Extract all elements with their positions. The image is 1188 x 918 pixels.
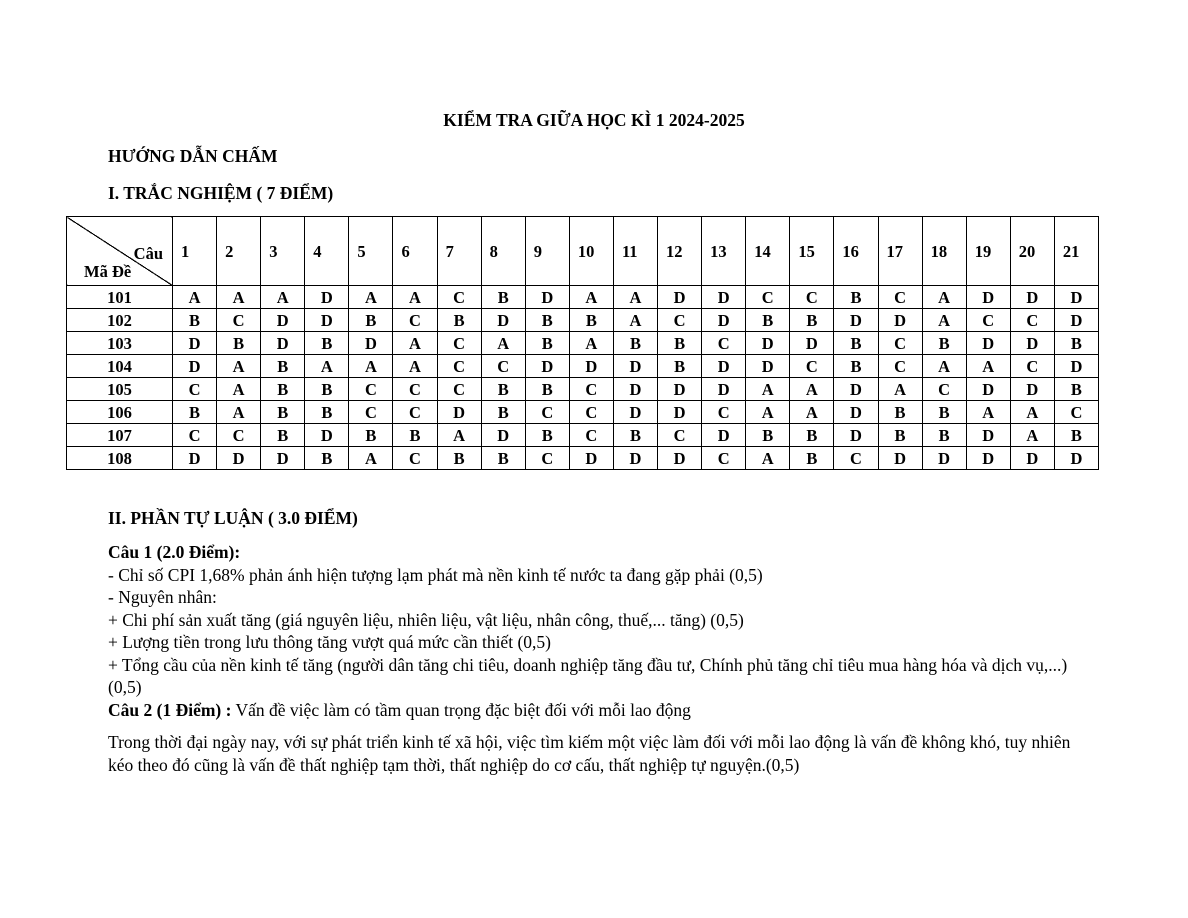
question-column-header: 12 — [658, 217, 702, 286]
table-row — [67, 355, 1099, 378]
answer-cell: A — [393, 286, 437, 309]
answer-cell: A — [569, 286, 613, 309]
question-2-heading: Câu 2 (1 Điểm) : — [108, 699, 232, 720]
answer-cell: C — [173, 378, 217, 401]
answer-cell: A — [746, 447, 790, 470]
answer-cell: C — [525, 447, 569, 470]
answer-cell: B — [525, 332, 569, 355]
answer-cell: A — [217, 378, 261, 401]
answer-cell: B — [790, 309, 834, 332]
answer-cell: B — [746, 309, 790, 332]
answer-cell: B — [922, 424, 966, 447]
answer-cell: C — [173, 424, 217, 447]
answer-cell: D — [878, 309, 922, 332]
grading-guide-heading: HƯỚNG DẪN CHẤM — [108, 146, 278, 166]
answer-cell: B — [305, 378, 349, 401]
answer-table-body — [67, 286, 1099, 470]
answer-cell: C — [702, 447, 746, 470]
corner-code-label: Mã Đề — [84, 262, 132, 281]
answer-cell: C — [790, 355, 834, 378]
answer-cell: D — [261, 309, 305, 332]
answer-cell: D — [1054, 355, 1098, 378]
question-column-header: 9 — [525, 217, 569, 286]
answer-cell: D — [305, 286, 349, 309]
question-column-header: 13 — [702, 217, 746, 286]
answer-cell: B — [1054, 378, 1098, 401]
section-1-heading: I. TRẮC NGHIỆM ( 7 ĐIỂM) — [108, 183, 334, 203]
answer-cell: D — [658, 447, 702, 470]
answer-cell: D — [702, 378, 746, 401]
answer-cell: C — [481, 355, 525, 378]
question-column-header: 3 — [261, 217, 305, 286]
answer-cell: C — [393, 309, 437, 332]
answer-cell: D — [966, 286, 1010, 309]
answer-cell: A — [569, 332, 613, 355]
table-row — [67, 286, 1099, 309]
answer-cell: C — [217, 424, 261, 447]
answer-cell: B — [1054, 332, 1098, 355]
answer-cell: B — [173, 309, 217, 332]
answer-cell: D — [613, 447, 657, 470]
answer-cell: D — [966, 378, 1010, 401]
exam-code-cell: 106 — [67, 401, 173, 424]
answer-cell: B — [569, 309, 613, 332]
answer-cell: D — [834, 424, 878, 447]
answer-cell: C — [702, 332, 746, 355]
answer-cell: B — [481, 447, 525, 470]
answer-cell: D — [613, 378, 657, 401]
answer-cell: B — [834, 286, 878, 309]
answer-cell: D — [1010, 447, 1054, 470]
answer-cell: D — [613, 355, 657, 378]
question-column-header: 5 — [349, 217, 393, 286]
answer-cell: C — [834, 447, 878, 470]
answer-cell: A — [217, 286, 261, 309]
question-2-answer: Trong thời đại ngày nay, với sự phát triển kinh tế xã hội, việc tìm kiếm một việc làm đối với mỗi lao động là vấn đề không khó, tuy nhiên kéo theo đó cũng là vấn đề thất nghiệp tạm thời, thất nghiệp do cơ cấu, thất nghiệp tự nguyện.(0,5) — [108, 732, 1071, 775]
answer-cell: A — [922, 355, 966, 378]
answer-cell: B — [305, 401, 349, 424]
question-column-header: 20 — [1010, 217, 1054, 286]
answer-cell: A — [217, 355, 261, 378]
answer-key-table — [66, 216, 1099, 470]
question-column-header: 4 — [305, 217, 349, 286]
question-column-header: 21 — [1054, 217, 1098, 286]
question-2-topic: Vấn đề việc làm có tầm quan trọng đặc biệt đối với mỗi lao động — [231, 699, 691, 720]
question-column-header: 15 — [790, 217, 834, 286]
exam-code-cell: 101 — [67, 286, 173, 309]
answer-cell: B — [305, 332, 349, 355]
answer-cell: C — [966, 309, 1010, 332]
q1-line: + Tổng cầu của nền kinh tế tăng (người dân tăng chi tiêu, doanh nghiệp tăng đầu tư, Chính phủ tăng chỉ tiêu mua hàng hóa và dịch vụ,...) (0,5) — [108, 654, 1068, 697]
question-column-header: 6 — [393, 217, 437, 286]
question-column-header: 14 — [746, 217, 790, 286]
question-column-header: 2 — [217, 217, 261, 286]
essay-section — [108, 541, 1088, 776]
answer-cell: B — [658, 355, 702, 378]
answer-cell: B — [481, 401, 525, 424]
answer-cell: D — [834, 309, 878, 332]
q1-line: + Chi phí sản xuất tăng (giá nguyên liệu, nhiên liệu, vật liệu, nhân công, thuế,... tăng) (0,5) — [108, 609, 744, 630]
answer-cell: D — [525, 286, 569, 309]
answer-cell: C — [349, 401, 393, 424]
answer-cell: C — [702, 401, 746, 424]
answer-cell: D — [261, 332, 305, 355]
answer-cell: D — [1010, 378, 1054, 401]
answer-cell: C — [658, 424, 702, 447]
exam-code-cell: 102 — [67, 309, 173, 332]
answer-cell: B — [613, 424, 657, 447]
exam-code-cell: 104 — [67, 355, 173, 378]
answer-cell: C — [1054, 401, 1098, 424]
answer-cell: C — [437, 378, 481, 401]
answer-cell: A — [481, 332, 525, 355]
answer-cell: B — [481, 286, 525, 309]
answer-cell: A — [922, 286, 966, 309]
question-column-header: 11 — [613, 217, 657, 286]
answer-cell: B — [878, 424, 922, 447]
answer-cell: A — [878, 378, 922, 401]
answer-cell: A — [217, 401, 261, 424]
answer-cell: C — [393, 401, 437, 424]
answer-cell: A — [393, 355, 437, 378]
table-row — [67, 309, 1099, 332]
answer-cell: D — [261, 447, 305, 470]
answer-cell: D — [569, 447, 613, 470]
answer-cell: D — [746, 355, 790, 378]
answer-cell: A — [173, 286, 217, 309]
answer-cell: D — [569, 355, 613, 378]
table-row — [67, 378, 1099, 401]
answer-cell: D — [834, 378, 878, 401]
answer-cell: C — [349, 378, 393, 401]
answer-cell: A — [790, 378, 834, 401]
answer-cell: A — [790, 401, 834, 424]
answer-cell: B — [261, 378, 305, 401]
answer-cell: C — [1010, 355, 1054, 378]
answer-cell: C — [878, 286, 922, 309]
answer-cell: D — [878, 447, 922, 470]
answer-cell: D — [1054, 309, 1098, 332]
table-corner-cell — [67, 217, 173, 286]
answer-cell: C — [393, 447, 437, 470]
answer-cell: B — [525, 424, 569, 447]
answer-cell: C — [525, 401, 569, 424]
answer-cell: B — [1054, 424, 1098, 447]
answer-cell: B — [261, 401, 305, 424]
answer-cell: A — [437, 424, 481, 447]
section-2-heading: II. PHẦN TỰ LUẬN ( 3.0 ĐIỂM) — [108, 508, 358, 528]
table-row — [67, 401, 1099, 424]
question-column-header: 8 — [481, 217, 525, 286]
answer-cell: D — [966, 424, 1010, 447]
answer-cell: D — [481, 309, 525, 332]
answer-cell: B — [834, 332, 878, 355]
answer-cell: B — [437, 447, 481, 470]
answer-cell: B — [525, 378, 569, 401]
answer-cell: A — [1010, 401, 1054, 424]
answer-cell: C — [878, 332, 922, 355]
answer-cell: D — [305, 309, 349, 332]
answer-cell: B — [349, 309, 393, 332]
answer-cell: D — [305, 424, 349, 447]
answer-cell: B — [922, 401, 966, 424]
answer-cell: D — [966, 332, 1010, 355]
answer-cell: A — [1010, 424, 1054, 447]
answer-cell: D — [481, 424, 525, 447]
answer-cell: B — [790, 447, 834, 470]
answer-cell: D — [922, 447, 966, 470]
question-column-header: 1 — [173, 217, 217, 286]
answer-cell: D — [702, 309, 746, 332]
answer-cell: A — [613, 286, 657, 309]
answer-cell: B — [349, 424, 393, 447]
answer-cell: D — [702, 355, 746, 378]
answer-cell: C — [1010, 309, 1054, 332]
answer-cell: B — [746, 424, 790, 447]
answer-cell: A — [305, 355, 349, 378]
answer-cell: A — [393, 332, 437, 355]
answer-cell: A — [349, 355, 393, 378]
answer-cell: C — [393, 378, 437, 401]
table-row — [67, 447, 1099, 470]
document-title: KIỂM TRA GIỮA HỌC KÌ 1 2024-2025 — [443, 110, 745, 130]
answer-cell: B — [173, 401, 217, 424]
answer-cell: D — [746, 332, 790, 355]
corner-question-label: Câu — [133, 244, 163, 263]
answer-cell: D — [658, 401, 702, 424]
answer-cell: C — [922, 378, 966, 401]
question-1-heading: Câu 1 (2.0 Điểm): — [108, 542, 241, 562]
answer-cell: B — [878, 401, 922, 424]
answer-cell: D — [217, 447, 261, 470]
answer-cell: D — [525, 355, 569, 378]
answer-cell: A — [746, 401, 790, 424]
answer-cell: D — [966, 447, 1010, 470]
exam-code-cell: 105 — [67, 378, 173, 401]
answer-cell: C — [790, 286, 834, 309]
answer-cell: B — [437, 309, 481, 332]
answer-cell: B — [261, 355, 305, 378]
answer-cell: C — [746, 286, 790, 309]
answer-cell: C — [569, 378, 613, 401]
answer-cell: B — [217, 332, 261, 355]
answer-cell: A — [922, 309, 966, 332]
table-row — [67, 424, 1099, 447]
answer-cell: D — [1054, 447, 1098, 470]
answer-cell: D — [173, 332, 217, 355]
exam-code-cell: 108 — [67, 447, 173, 470]
answer-cell: A — [966, 401, 1010, 424]
answer-cell: D — [349, 332, 393, 355]
answer-cell: D — [437, 401, 481, 424]
question-column-header: 10 — [569, 217, 613, 286]
answer-cell: D — [1010, 332, 1054, 355]
answer-cell: B — [393, 424, 437, 447]
answer-cell: B — [658, 332, 702, 355]
answer-cell: B — [305, 447, 349, 470]
exam-code-cell: 103 — [67, 332, 173, 355]
answer-cell: D — [702, 424, 746, 447]
answer-cell: A — [966, 355, 1010, 378]
table-row — [67, 332, 1099, 355]
answer-cell: A — [613, 309, 657, 332]
answer-cell: D — [613, 401, 657, 424]
question-column-header: 19 — [966, 217, 1010, 286]
answer-cell: C — [437, 355, 481, 378]
answer-cell: A — [349, 286, 393, 309]
question-column-header: 18 — [922, 217, 966, 286]
answer-cell: D — [173, 447, 217, 470]
answer-cell: D — [790, 332, 834, 355]
answer-cell: B — [790, 424, 834, 447]
answer-cell: C — [569, 424, 613, 447]
question-column-header: 17 — [878, 217, 922, 286]
answer-cell: D — [1010, 286, 1054, 309]
q1-line: - Nguyên nhân: — [108, 587, 217, 607]
answer-cell: C — [217, 309, 261, 332]
answer-cell: B — [922, 332, 966, 355]
answer-cell: A — [261, 286, 305, 309]
answer-cell: D — [658, 378, 702, 401]
answer-cell: C — [437, 286, 481, 309]
answer-cell: C — [569, 401, 613, 424]
answer-cell: B — [481, 378, 525, 401]
answer-cell: D — [658, 286, 702, 309]
answer-cell: C — [878, 355, 922, 378]
answer-cell: B — [525, 309, 569, 332]
answer-cell: C — [437, 332, 481, 355]
answer-cell: B — [261, 424, 305, 447]
question-column-header: 7 — [437, 217, 481, 286]
answer-cell: B — [834, 355, 878, 378]
answer-cell: A — [349, 447, 393, 470]
answer-cell: D — [702, 286, 746, 309]
q1-line: + Lượng tiền trong lưu thông tăng vượt quá mức cần thiết (0,5) — [108, 632, 551, 652]
answer-cell: B — [613, 332, 657, 355]
table-header-row — [67, 217, 1099, 286]
answer-cell: D — [1054, 286, 1098, 309]
answer-cell: A — [746, 378, 790, 401]
question-2-line — [108, 699, 1088, 722]
question-column-header: 16 — [834, 217, 878, 286]
q1-line: - Chỉ số CPI 1,68% phản ánh hiện tượng lạm phát mà nền kinh tế nước ta đang gặp phải (0,5) — [108, 564, 763, 585]
answer-cell: C — [658, 309, 702, 332]
answer-cell: D — [834, 401, 878, 424]
exam-code-cell: 107 — [67, 424, 173, 447]
answer-cell: D — [173, 355, 217, 378]
